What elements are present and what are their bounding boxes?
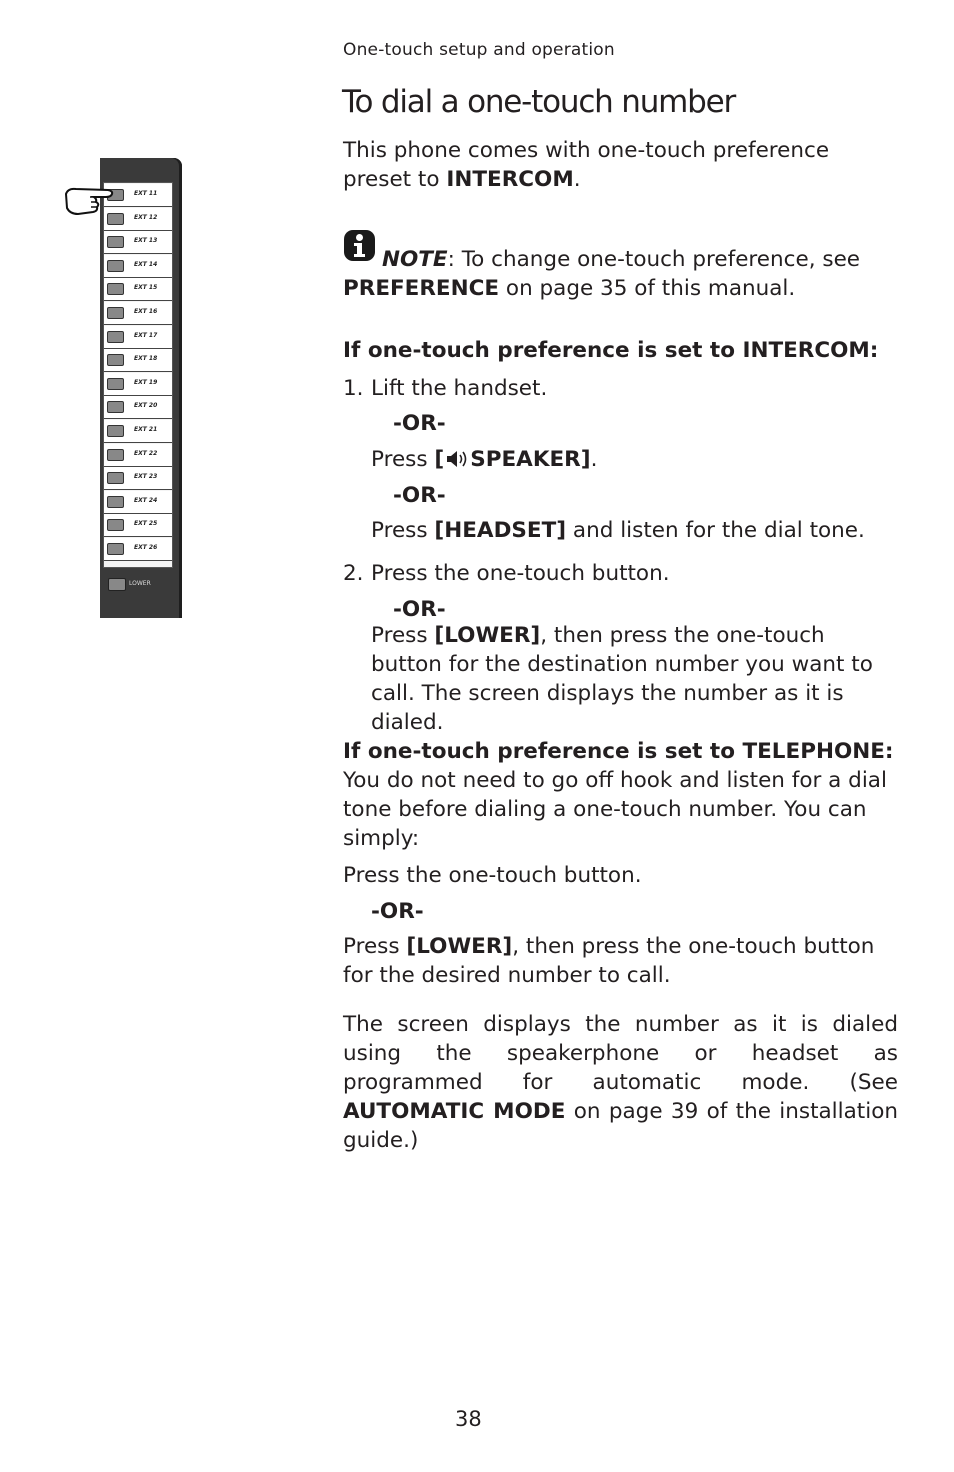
page-number: 38 [455, 1407, 482, 1431]
lower-key: [LOWER] [434, 623, 541, 648]
lower-button [108, 578, 126, 591]
telephone-lower-post: , then press the one-touch button for the desired number to call. [343, 934, 875, 988]
screen-paragraph [343, 1010, 898, 1155]
one-touch-key-label: EXT 13 [134, 237, 158, 245]
one-touch-button [107, 307, 124, 319]
one-touch-key [104, 255, 172, 278]
speaker-end: . [590, 447, 598, 472]
lower-post: , then press the one-touch button for the destination number you want to call. The screen displays the number as it is dialed. [371, 623, 873, 735]
telephone-lower-pre: Press [343, 934, 407, 959]
headset-instruction [371, 516, 901, 545]
page-title: To dial a one-touch number [342, 84, 736, 120]
step-2-text: Press the one-touch button. [371, 561, 670, 586]
one-touch-key [104, 514, 172, 537]
one-touch-button [107, 354, 124, 366]
note-text: : To change one-touch preference, see [447, 247, 861, 272]
one-touch-button [107, 543, 124, 555]
one-touch-key [104, 278, 172, 301]
intro-bold: INTERCOM [446, 167, 574, 192]
one-touch-key-label: EXT 19 [134, 378, 158, 386]
one-touch-key-label: EXT 24 [134, 496, 158, 504]
one-touch-key [104, 302, 172, 325]
telephone-lower-key: [LOWER] [406, 934, 513, 959]
or-separator: -OR- [393, 483, 446, 508]
step-2-number: 2. [343, 561, 364, 586]
headset-key: [HEADSET] [434, 518, 567, 543]
telephone-paragraph: You do not need to go off hook and listen for a dial tone before dialing a one-touch number. You can simply: [343, 768, 887, 851]
pointing-hand-icon [64, 184, 116, 218]
screen-bold: AUTOMATIC MODE [343, 1099, 566, 1124]
or-separator: -OR- [371, 899, 424, 924]
one-touch-key-label: EXT 15 [134, 284, 158, 292]
one-touch-key-label: EXT 18 [134, 355, 158, 363]
one-touch-key [104, 231, 172, 254]
one-touch-key-label: EXT 16 [134, 308, 158, 315]
console-illustration [100, 158, 184, 618]
one-touch-button [107, 331, 124, 343]
telephone-lower-instruction [343, 932, 898, 990]
one-touch-key-label: EXT 12 [134, 213, 158, 221]
note-bold: PREFERENCE [343, 276, 500, 301]
step-1-number: 1. [343, 376, 364, 401]
one-touch-key-label: EXT 14 [134, 260, 158, 268]
one-touch-key [104, 326, 172, 349]
telephone-press: Press the one-touch button. [343, 863, 642, 888]
one-touch-button [107, 519, 124, 531]
speaker-instruction [371, 445, 901, 474]
one-touch-key [104, 444, 172, 467]
one-touch-key [104, 538, 172, 561]
lower-instruction [371, 621, 901, 737]
lower-pre: Press [371, 623, 435, 648]
headset-pre: Press [371, 518, 435, 543]
intro-paragraph [343, 136, 898, 194]
one-touch-key-panel [103, 182, 173, 568]
speaker-label: SPEAKER] [470, 447, 591, 472]
one-touch-button [107, 260, 124, 272]
one-touch-key [104, 349, 172, 372]
speaker-pre: Press [371, 447, 435, 472]
one-touch-key-label: EXT 20 [134, 402, 158, 410]
one-touch-button [107, 401, 124, 413]
note-paragraph [343, 245, 898, 303]
one-touch-key-label: EXT 11 [134, 190, 158, 197]
one-touch-key-label: EXT 25 [134, 520, 158, 528]
one-touch-key [104, 396, 172, 419]
one-touch-button [107, 472, 124, 484]
one-touch-button [107, 236, 124, 248]
telephone-heading: If one-touch preference is set to TELEPHONE: [343, 739, 894, 764]
one-touch-button [107, 425, 124, 437]
one-touch-key-label: EXT 26 [134, 544, 158, 551]
one-touch-button [107, 283, 124, 295]
one-touch-key-label: EXT 23 [134, 473, 158, 481]
one-touch-button [107, 378, 124, 390]
speaker-icon [446, 450, 468, 468]
one-touch-button [107, 449, 124, 461]
lower-button-label: LOWER [129, 580, 151, 587]
intro-text: This phone comes with one-touch preference preset to [343, 138, 830, 192]
one-touch-key [104, 420, 172, 443]
headset-post: and listen for the dial tone. [566, 518, 865, 543]
one-touch-key-label: EXT 17 [134, 331, 158, 339]
one-touch-key-label: EXT 21 [134, 426, 158, 433]
intro-end: . [573, 167, 581, 192]
screen-post: on page 39 of the installation guide.) [343, 1099, 898, 1153]
or-separator: -OR- [393, 597, 446, 622]
note-label: NOTE [382, 247, 448, 272]
one-touch-button [107, 496, 124, 508]
one-touch-key [104, 467, 172, 490]
speaker-bracket: [ [434, 447, 445, 472]
one-touch-key-label: EXT 22 [134, 449, 158, 457]
intercom-heading: If one-touch preference is set to INTERCOM: [343, 338, 879, 363]
one-touch-key [104, 373, 172, 396]
section-header: One-touch setup and operation [343, 40, 615, 60]
step-1-text: Lift the handset. [371, 376, 548, 401]
or-separator: -OR- [393, 411, 446, 436]
screen-pre: The screen displays the number as it is dialed using the speakerphone or headset as programmed for automatic mode. (See [343, 1012, 898, 1095]
note-text-end: on page 35 of this manual. [499, 276, 796, 301]
one-touch-key [104, 491, 172, 514]
